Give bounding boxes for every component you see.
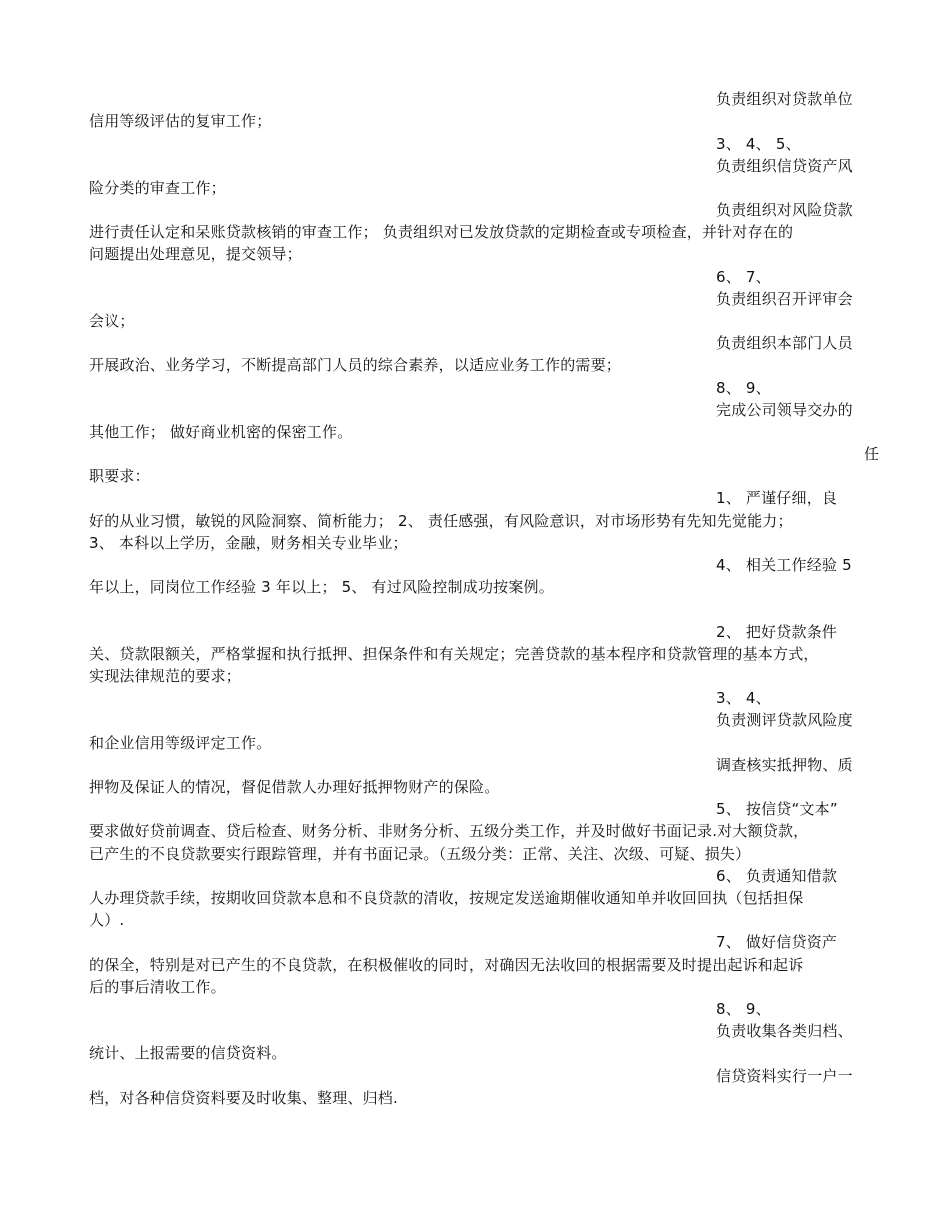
text-line: 负责组织对贷款单位: [716, 90, 853, 108]
text-line: 好的从业习惯，敏锐的风险洞察、简析能力； 2、 责任感强，有风险意识，对市场形势有先知先觉能力；: [89, 512, 793, 530]
text-line: 8、 9、: [716, 1000, 771, 1018]
text-line: 1、 严谨仔细，良: [716, 489, 838, 507]
text-line: 任: [864, 445, 880, 463]
text-line: 实现法律规范的要求；: [89, 667, 242, 685]
text-line: 信贷资料实行一户一: [716, 1067, 853, 1085]
text-line: 负责组织信贷资产风: [716, 157, 853, 175]
text-line: 负责组织对风险贷款: [716, 201, 853, 219]
text-line: 6、 负责通知借款: [716, 867, 838, 885]
text-line: 关、贷款限额关，严格掌握和执行抵押、担保条件和有关规定；完善贷款的基本程序和贷款管理的基本方式，: [89, 645, 819, 663]
text-line: 年以上，同岗位工作经验 3 年以上； 5、 有过风险控制成功按案例。: [89, 578, 554, 596]
text-line: 8、 9、: [716, 379, 771, 397]
text-line: 问题提出处理意见，提交领导；: [89, 245, 302, 263]
text-line: 开展政治、业务学习，不断提高部门人员的综合素养，以适应业务工作的需要；: [89, 356, 622, 374]
text-line: 会议；: [89, 312, 135, 330]
text-line: 负责收集各类归档、: [716, 1022, 853, 1040]
text-line: 和企业信用等级评定工作。: [89, 734, 272, 752]
text-line: 其他工作； 做好商业机密的保密工作。: [89, 423, 353, 441]
text-line: 要求做好贷前调查、贷后检查、财务分析、非财务分析、五级分类工作，并及时做好书面记录.对大额贷款，: [89, 822, 809, 840]
text-line: 6、 7、: [716, 268, 771, 286]
text-line: 已产生的不良贷款要实行跟踪管理，并有书面记录。（五级分类：正常、关注、次级、可疑、损失）: [89, 845, 751, 863]
text-line: 负责测评贷款风险度: [716, 711, 853, 729]
text-line: 负责组织本部门人员: [716, 334, 853, 352]
text-line: 押物及保证人的情况，督促借款人办理好抵押物财产的保险。: [89, 778, 500, 796]
text-line: 4、 相关工作经验 5: [716, 556, 852, 574]
text-line: 完成公司领导交办的: [716, 401, 853, 419]
text-line: 统计、上报需要的信贷资料。: [89, 1044, 287, 1062]
text-line: 2、 把好贷款条件: [716, 623, 838, 641]
text-line: 进行责任认定和呆账贷款核销的审查工作； 负责组织对已发放贷款的定期检查或专项检查，并针对存在的: [89, 223, 794, 241]
text-line: 3、 4、: [716, 689, 771, 707]
text-line: 信用等级评估的复审工作；: [89, 112, 272, 130]
text-line: 档，对各种信贷资料要及时收集、整理、归档.: [89, 1089, 398, 1107]
text-line: 负责组织召开评审会: [716, 290, 853, 308]
text-line: 险分类的审查工作；: [89, 179, 226, 197]
text-line: 人）.: [89, 911, 125, 929]
text-line: 3、 本科以上学历，金融，财务相关专业毕业；: [89, 534, 408, 552]
text-line: 人办理贷款手续，按期收回贷款本息和不良贷款的清收，按规定发送逾期催收通知单并收回回执（包括担保: [89, 889, 804, 907]
text-line: 7、 做好信贷资产: [716, 933, 838, 951]
text-line: 后的事后清收工作。: [89, 978, 226, 996]
text-line: 职要求：: [89, 467, 150, 485]
text-line: 调查核实抵押物、质: [716, 756, 853, 774]
text-line: 5、 按信贷“文本”: [716, 800, 838, 818]
text-line: 的保全，特别是对已产生的不良贷款，在积极催收的同时，对确因无法收回的根据需要及时提出起诉和起诉: [89, 956, 804, 974]
text-line: 3、 4、 5、: [716, 135, 801, 153]
